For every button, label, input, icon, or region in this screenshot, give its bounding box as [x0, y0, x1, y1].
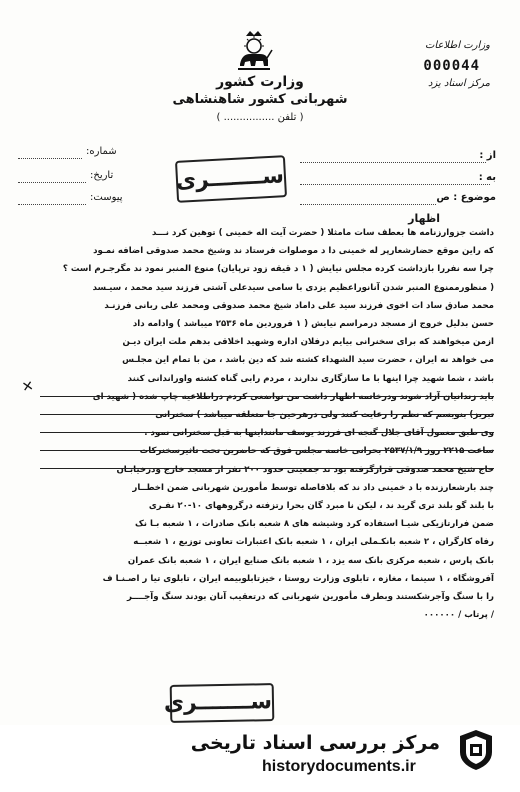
subject-field-label: موضوع : ص	[436, 192, 496, 203]
body-line: وی طبق معمول آقای جلال گنجه ای فرزند یوسف ماننداینها به قبل سخنرانی نمود .	[144, 428, 494, 439]
body-line: حسن بدلیل خروج از مسجد درمراسم نیایش ( ۱ فروردین ماه ۲۵۳۶ میباشد ) وادامه داد	[132, 319, 494, 330]
statement-heading: اظهار	[408, 212, 440, 225]
archive-url: historydocuments.ir	[262, 758, 416, 775]
body-line: رفاه کارگران ، ۲ شعبه بانکـملی ایران ، ۱ شعبه بانک اعتبارات تعاونی توزیع ، ۱ شعبــه	[133, 537, 494, 548]
handwritten-underline	[40, 432, 494, 433]
body-line: / پرتاب / ۰۰۰۰۰۰	[423, 610, 494, 621]
attachment-field-line	[18, 204, 86, 205]
to-field-line	[300, 184, 490, 185]
body-line: ازمن میخواهند که برای سخنرانی بیایم درفلان اداره وشهید اخلاقی بدهم ملت ایران دیـن	[122, 337, 494, 348]
from-field-line	[300, 162, 486, 163]
subject-field-line	[300, 204, 436, 205]
body-line: محمد صادق ساد ات اخوی فرزند سید علی داماد شیخ محمد صدوقی ومحمد علی ربانی فرزنـد	[104, 300, 494, 311]
body-line: آفروشگاه ، ۱ سینما ، مغازه ، تابلوی وزارت روستا ، خیزتابلوبیمه ایران ، تابلوی تیا ر اصـنـا ف	[102, 573, 494, 584]
body-line: ضمن فرارتازیکی شیـا استفاده کرد وشیشه های ۸ شعبه بانک صادرات ، ۱ شعبه بـا نک	[134, 519, 494, 530]
number-field-label: شماره:	[86, 146, 117, 157]
handwritten-underline	[40, 450, 494, 451]
body-line: با بلند گو بلند تری گرید ند ، لیکن نا مبرد گان بحرا رتزفته درگروههای ۱۰-۲۰ نفـری	[148, 501, 494, 512]
body-line: تبریز) بنویسم که نظم را رعایت کنند ولی درهرحین جا متعلقه میباشد ) سخنرانی	[155, 410, 494, 421]
number-field-line	[18, 158, 82, 159]
body-line: را با سنگ وآجرشکستند وبطرف مأمورین شهربانی که درتعقیب آنان بودند سنگ وآجــــر	[126, 592, 494, 603]
archive-name: مرکز بررسی اسناد تاریخی	[190, 732, 440, 754]
lion-and-sun-emblem-icon	[234, 30, 274, 72]
info-ministry-note: وزارت اطلاعات	[425, 40, 490, 51]
document-body	[22, 224, 494, 624]
body-line: باید زندانیان آزاد شوند ودرخاتمه اظهار داشت من نواضعی کردم دراطلاعیه چاپ شده ( شهید ای	[92, 391, 494, 402]
handwritten-x-mark: ✕	[20, 378, 36, 396]
secret-stamp-bottom: ســـــــری	[170, 683, 275, 723]
body-line: ( منظورممنوع المنبر شدن آنانوراعظیم یزدی با سامی سیدعلی آشتی فرزند سید محمد ، سیـسد	[92, 282, 494, 293]
handwritten-underline	[40, 468, 494, 469]
handwritten-underline	[40, 414, 494, 415]
body-line: که راین موقع حضارشعارپر له خمینی دا د موصلوات فرستاد ند وشیخ محمد صدوقی اضافه نمـود	[93, 246, 494, 257]
phone-label: ( تلفن ................ )	[216, 112, 304, 123]
body-line: چند بارشعارزنده با د خمینی داد ند که بلافاصله توسط مأمورین شهربانی ضمن اخطــار	[132, 482, 494, 493]
date-field-line	[18, 182, 86, 183]
body-line: می خواهد نه ایران ، حضرت سید الشهداء کشته شد که دین باشد ، من با تمام این مجلـس	[122, 355, 494, 366]
archive-center-note: مرکز اسناد یزد	[428, 78, 490, 89]
body-line: باشد ، شما شهید چرا اینها با ما سازگاری ندارند ، مردم رابی گناه کشته واوراندانی کنند	[127, 373, 494, 384]
body-line: ساعت ۲۲۱۵ روز ۲۵۳۷/۱/۹ بحرانی خاتمه مجلس فوق که حاضرین تحت تاثیرسخنرکات	[139, 446, 494, 457]
document-number: 000044	[423, 58, 480, 74]
handwritten-underline	[40, 396, 494, 397]
to-field-label: به :	[478, 172, 496, 183]
attachment-field-label: پیوست:	[90, 192, 123, 203]
from-field-label: از :	[479, 150, 496, 161]
secret-stamp-top: ســـــــری	[175, 155, 287, 203]
body-line: چرا سه نفررا بازداشت کرده مجلس نیایش ( ۱ د قیقه زود ترپایان) منوع المنبر نمود ند مگرجـرم است ؟	[62, 264, 494, 275]
archive-logo-icon	[454, 728, 498, 772]
date-field-label: تاریخ:	[90, 170, 114, 181]
body-line: داشت جزوارزنامه ها بعطف سات مامثلا ( حضرت آیت اله خمینی ) توهین کرد نـــد	[152, 228, 494, 238]
ministry-title: وزارت کشور	[216, 74, 304, 90]
police-title: شهربانی کشور شاهنشاهی	[172, 92, 348, 107]
body-line: حاج شیخ محمد صدوقی قرارگرفته بود ند جمعیتی حدود ۲۰۰ نفر از مسجد خارج ودرخیابـان	[116, 464, 494, 475]
body-line: بانک پارس ، شعبه مرکزی بانک سه یزد ، ۱ شعبه بانک صنایع ایران ، ۱ شعبه بانک عمران	[127, 555, 494, 566]
